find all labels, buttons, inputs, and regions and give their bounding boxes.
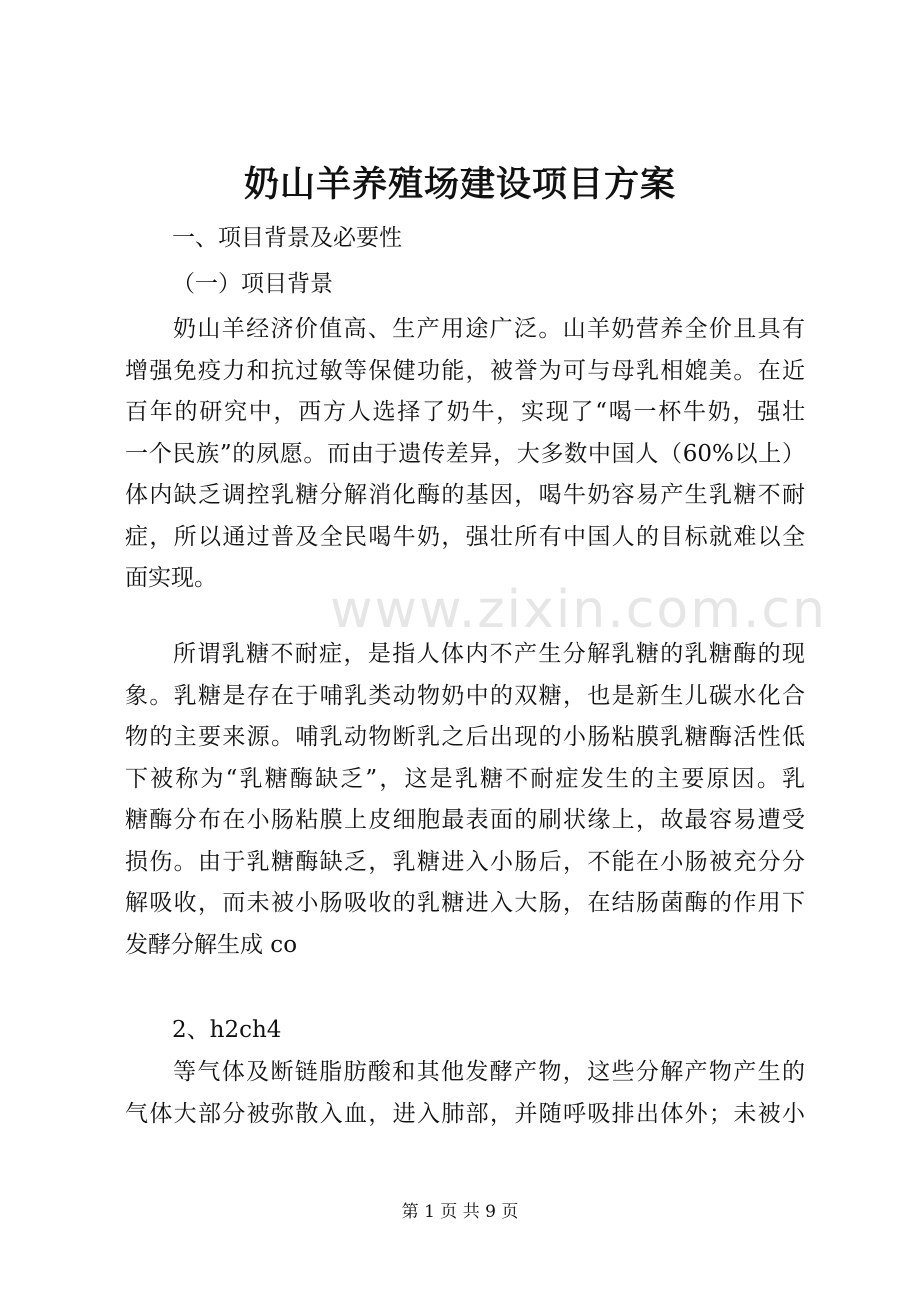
paragraph-line: 面实现。 — [125, 565, 217, 591]
paragraph-line: 下被称为“乳糖酶缺乏”，这是乳糖不耐症发生的主要原因。乳 — [125, 765, 805, 792]
paragraph-line: 糖酶分布在小肠粘膜上皮细胞最表面的刷状缘上，故最容易遭受 — [125, 807, 805, 833]
paragraph-line: 等气体及断链脂肪酸和其他发酵产物，这些分解产物产生的 — [173, 1059, 805, 1085]
paragraph-line: 损伤。由于乳糖酶缺乏，乳糖进入小肠后，不能在小肠被充分分 — [125, 848, 805, 875]
paragraph-line: 体内缺乏调控乳糖分解消化酶的基因，喝牛奶容易产生乳糖不耐 — [125, 482, 805, 508]
paragraph-line: 奶山羊经济价值高、生产用途广泛。山羊奶营养全价且具有 — [173, 316, 805, 342]
paragraph-line: 解吸收，而未被小肠吸收的乳糖进入大肠，在结肠菌酶的作用下 — [125, 890, 805, 916]
paragraph-3 — [125, 1052, 805, 1135]
paragraph-line: 气体大部分被弥散入血，进入肺部，并随呼吸排出体外；未被小 — [125, 1100, 805, 1127]
paragraph-line: 百年的研究中，西方人选择了奶牛，实现了“喝一杯牛奶，强壮 — [125, 399, 805, 425]
watermark-logo: www.zixin.com.cn — [330, 580, 827, 640]
paragraph-line: 一个民族”的夙愿。而由于遗传差异，大多数中国人（60%以上） — [125, 440, 805, 467]
paragraph-line: 象。乳糖是存在于哺乳类动物奶中的双糖，也是新生儿碳水化合 — [125, 682, 805, 709]
paragraph-line: 增强免疫力和抗过敏等保健功能，被誉为可与母乳相媲美。在近 — [125, 357, 805, 384]
page-footer: 第 1 页 共 9 页 — [401, 1202, 519, 1222]
paragraph-1 — [125, 309, 805, 600]
section-heading: 一、项目背景及必要性 — [172, 225, 402, 251]
paragraph-line: 症，所以通过普及全民喝牛奶，强壮所有中国人的目标就难以全 — [125, 523, 805, 550]
subsection-heading: （一）项目背景 — [172, 271, 333, 297]
list-item-2: 2、h2ch4 — [172, 1017, 282, 1043]
document-title: 奶山羊养殖场建设项目方案 — [243, 164, 676, 205]
paragraph-line: 发酵分解生成 co — [125, 931, 298, 958]
paragraph-line: 物的主要来源。哺乳动物断乳之后出现的小肠粘膜乳糖酶活性低 — [125, 724, 805, 750]
paragraph-2 — [125, 634, 805, 966]
paragraph-line: 所谓乳糖不耐症，是指人体内不产生分解乳糖的乳糖酶的现 — [173, 641, 805, 667]
